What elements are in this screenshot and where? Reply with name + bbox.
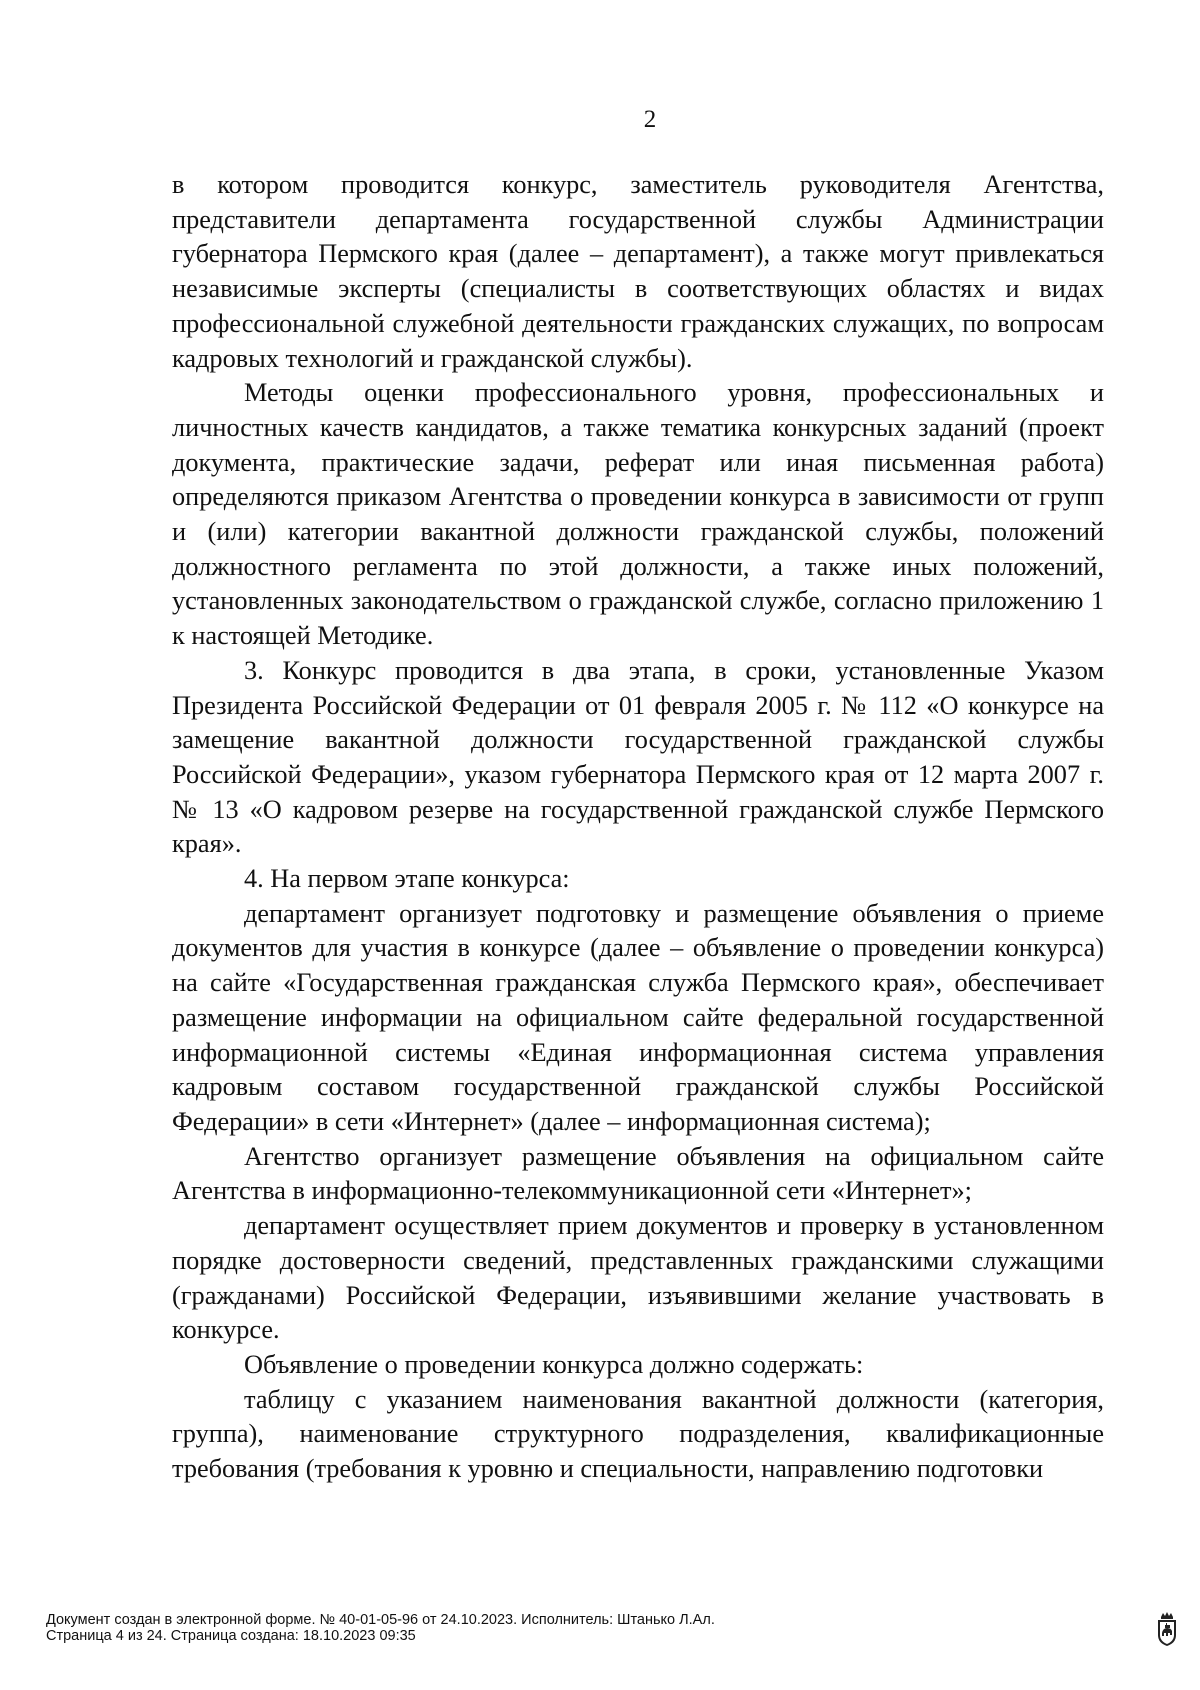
document-body <box>172 168 1104 1487</box>
paragraph-2: Методы оценки профессионального уровня, профессиональных и личностных качеств кандидатов, а также тематика конкурсных заданий (проект документа, практические задачи, реферат или иная письменная работа) определяются приказом Агентства о проведении конкурса в зависимости от групп и (или) категории вакантной должности гражданской службы, положений должностного регламента по этой должности, а также иных положений, установленных законодательством о гражданской службе, согласно приложению 1 к настоящей Методике. <box>172 378 1104 651</box>
paragraph-9: таблицу с указанием наименования вакантной должности (категория, группа), наименование структурного подразделения, квалификационные требования (требования к уровню и специальности, направлению подготовки <box>172 1384 1104 1484</box>
paragraph-8: Объявление о проведении конкурса должно содержать: <box>244 1349 864 1379</box>
paragraph-7: департамент осуществляет прием документов и проверку в установленном порядке достоверности сведений, представленных гражданскими служащими (гражданами) Российской Федерации, изъявившими желание участвовать в конкурсе. <box>172 1211 1104 1345</box>
document-footer <box>46 1612 715 1644</box>
perm-krai-emblem-icon <box>1155 1611 1179 1647</box>
page-number: 2 <box>643 106 657 133</box>
footer-line-document: Документ создан в электронной форме. № 40-01-05-96 от 24.10.2023. Исполнитель: Штанько Л.Ал. <box>46 1612 715 1628</box>
paragraph-6: Агентство организует размещение объявления на официальном сайте Агентства в информационно-телекоммуникационной сети «Интернет»; <box>172 1141 1104 1206</box>
paragraph-3: 3. Конкурс проводится в два этапа, в сроки, установленные Указом Президента Российской Федерации от 01 февраля 2005 г. № 112 «О конкурсе на замещение вакантной должности государственной гражданской службы Российской Федерации», указом губернатора Пермского края от 12 марта 2007 г. № 13 «О кадровом резерве на государственной гражданской службе Пермского края». <box>172 655 1104 859</box>
paragraph-1: в котором проводится конкурс, заместитель руководителя Агентства, представители департамента государственной службы Администрации губернатора Пермского края (далее – департамент), а также могут привлекаться независимые эксперты (специалисты в соответствующих областях и видах профессиональной служебной деятельности гражданских служащих, по вопросам кадровых технологий и гражданской службы). <box>172 170 1104 373</box>
footer-line-page: Страница 4 из 24. Страница создана: 18.10.2023 09:35 <box>46 1628 416 1644</box>
paragraph-4: 4. На первом этапе конкурса: <box>244 864 570 894</box>
paragraph-5: департамент организует подготовку и размещение объявления о приеме документов для участия в конкурсе (далее – объявление о проведении конкурса) на сайте «Государственная гражданская служба Пермского края», обеспечивает размещение информации на официальном сайте федеральной государственной информационной системы «Единая информационная система управления кадровым составом государственной гражданской службы Российской Федерации» в сети «Интернет» (далее – информационная система); <box>172 898 1104 1136</box>
